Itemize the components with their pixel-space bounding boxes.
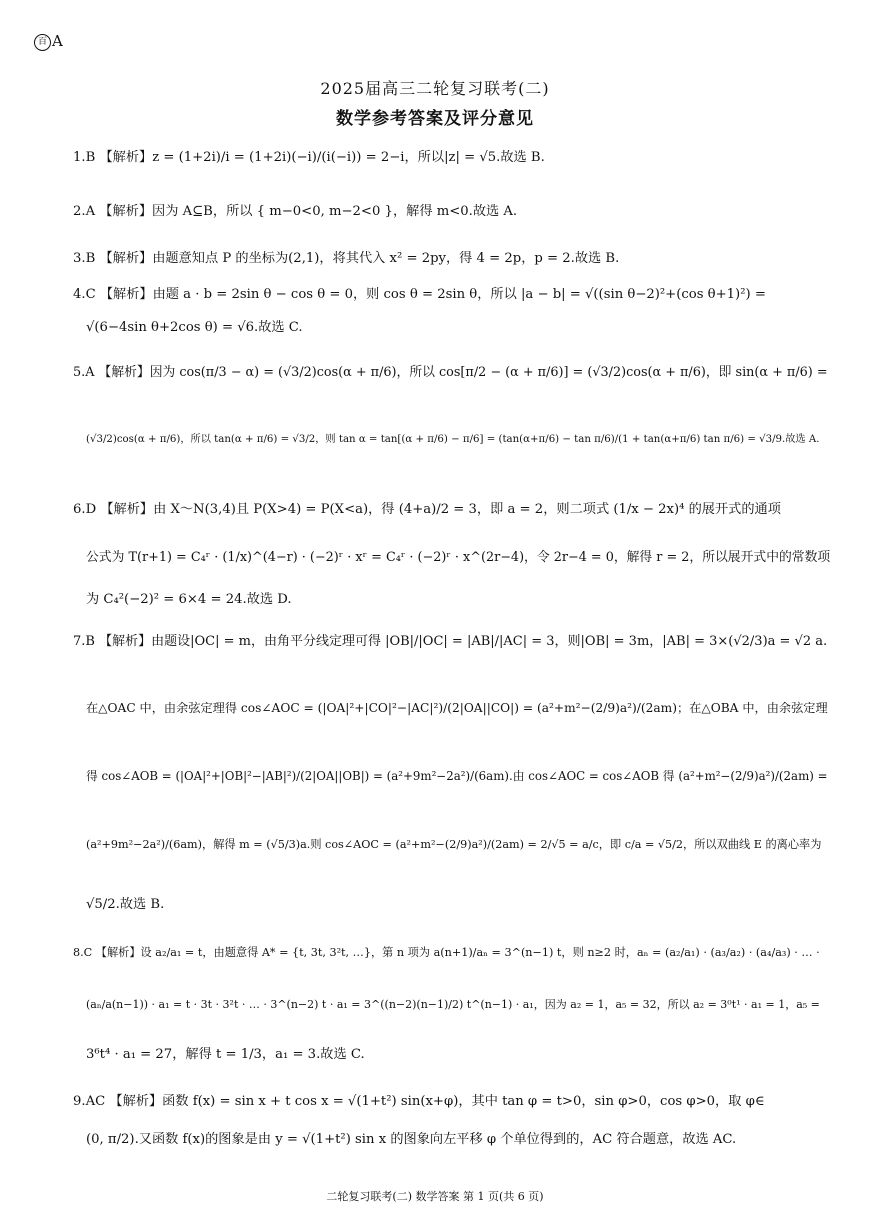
- answer-5-cont: (√3/2)cos(α + π/6)，所以 tan(α + π/6) = √3/2，则 tan α = tan[(α + π/6) − π/6] = (tan(α+π/6) − tan π/6)/(1 + tan(α+π/6) tan π/6) = √3/9.故选 A.: [86, 434, 820, 445]
- answer-9-line: 9.AC 【解析】函数 f(x) = sin x + t cos x = √(1+t²) sin(x+φ)，其中 tan φ = t>0，sin φ>0，cos φ>0，取 φ∈: [73, 1094, 765, 1109]
- answer-6-line: 6.D 【解析】由 X～N(3,4)且 P(X>4) = P(X<a)，得 (4+a)/2 = 3，即 a = 2，则二项式 (1/x − 2x)⁴ 的展开式的通项: [73, 502, 781, 517]
- answer-6-cont: 公式为 T(r+1) = C₄ʳ · (1/x)^(4−r) · (−2)ʳ · xʳ = C₄ʳ · (−2)ʳ · x^(2r−4)，令 2r−4 = 0，解得 r = 2，所以展开式中的常数项: [86, 550, 831, 565]
- answer-3-line: 3.B 【解析】由题意知点 P 的坐标为(2,1)，将其代入 x² = 2py，得 4 = 2p，p = 2.故选 B.: [73, 251, 620, 266]
- corner-mark: [34, 32, 63, 51]
- answer-8-line: 8.C 【解析】设 a₂/a₁ = t，由题意得 A* = {t, 3t, 3²t, …}，第 n 项为 a(n+1)/aₙ = 3^(n−1) t，则 n≥2 时，aₙ = (a₂/a₁) · (a₃/a₂) · (a₄/a₃) · … ·: [73, 946, 820, 959]
- answer-5-line: 5.A 【解析】因为 cos(π/3 − α) = (√3/2)cos(α + π/6)，所以 cos[π/2 − (α + π/6)] = (√3/2)cos(α + π/6)，即 sin(α + π/6) =: [73, 365, 828, 380]
- seal-glyph: 百: [34, 34, 51, 51]
- answer-6-cont2: 为 C₄²(−2)² = 6×4 = 24.故选 D.: [86, 592, 292, 607]
- document-title: 2025届高三二轮复习联考(二): [320, 79, 550, 98]
- answer-4-cont: √(6−4sin θ+2cos θ) = √6.故选 C.: [86, 320, 303, 335]
- corner-letter: A: [52, 32, 63, 50]
- answer-7-cont3: (a²+9m²−2a²)/(6am)，解得 m = (√5/3)a.则 cos∠AOC = (a²+m²−(2/9)a²)/(2am) = 2/√5 = a/c，即 c/a = √5/2，所以双曲线 E 的离心率为: [86, 838, 822, 851]
- answer-7-line: 7.B 【解析】由题设|OC| = m，由角平分线定理可得 |OB|/|OC| = |AB|/|AC| = 3，则|OB| = 3m，|AB| = 3×(√2/3)a = √2 a.: [73, 634, 828, 649]
- answer-1-line: 1.B 【解析】z = (1+2i)/i = (1+2i)(−i)/(i(−i)) = 2−i，所以|z| = √5.故选 B.: [73, 150, 545, 165]
- answer-2-line: 2.A 【解析】因为 A⊆B，所以 { m−0<0, m−2<0 }，解得 m<0.故选 A.: [73, 204, 518, 219]
- answer-8-cont2: 3⁶t⁴ · a₁ = 27，解得 t = 1/3，a₁ = 3.故选 C.: [86, 1047, 365, 1062]
- answer-9-cont: (0, π/2).又函数 f(x)的图象是由 y = √(1+t²) sin x 的图象向左平移 φ 个单位得到的，AC 符合题意，故选 AC.: [86, 1132, 737, 1147]
- answer-7-cont4: √5/2.故选 B.: [86, 897, 165, 912]
- answer-7-cont2: 得 cos∠AOB = (|OA|²+|OB|²−|AB|²)/(2|OA||OB|) = (a²+9m²−2a²)/(6am).由 cos∠AOC = cos∠AOB 得 (a²+m²−(2/9)a²)/(2am) =: [86, 769, 828, 783]
- answer-8-cont: (aₙ/a(n−1)) · a₁ = t · 3t · 3²t · … · 3^(n−2) t · a₁ = 3^((n−2)(n−1)/2) t^(n−1) · a₁，因为 a₂ = 1，a₅ = 32，所以 a₂ = 3⁰t¹ · a₁ = 1，a₅ =: [86, 998, 820, 1011]
- page-footer: 二轮复习联考(二) 数学答案 第 1 页(共 6 页): [326, 1190, 544, 1203]
- document-subtitle: 数学参考答案及评分意见: [336, 109, 534, 129]
- answer-4-line: 4.C 【解析】由题 a · b = 2sin θ − cos θ = 0，则 cos θ = 2sin θ，所以 |a − b| = √((sin θ−2)²+(cos θ+1)²) =: [73, 287, 766, 302]
- answer-7-cont: 在△OAC 中，由余弦定理得 cos∠AOC = (|OA|²+|CO|²−|AC|²)/(2|OA||CO|) = (a²+m²−(2/9)a²)/(2am)；在△OBA 中，由余弦定理: [86, 701, 828, 715]
